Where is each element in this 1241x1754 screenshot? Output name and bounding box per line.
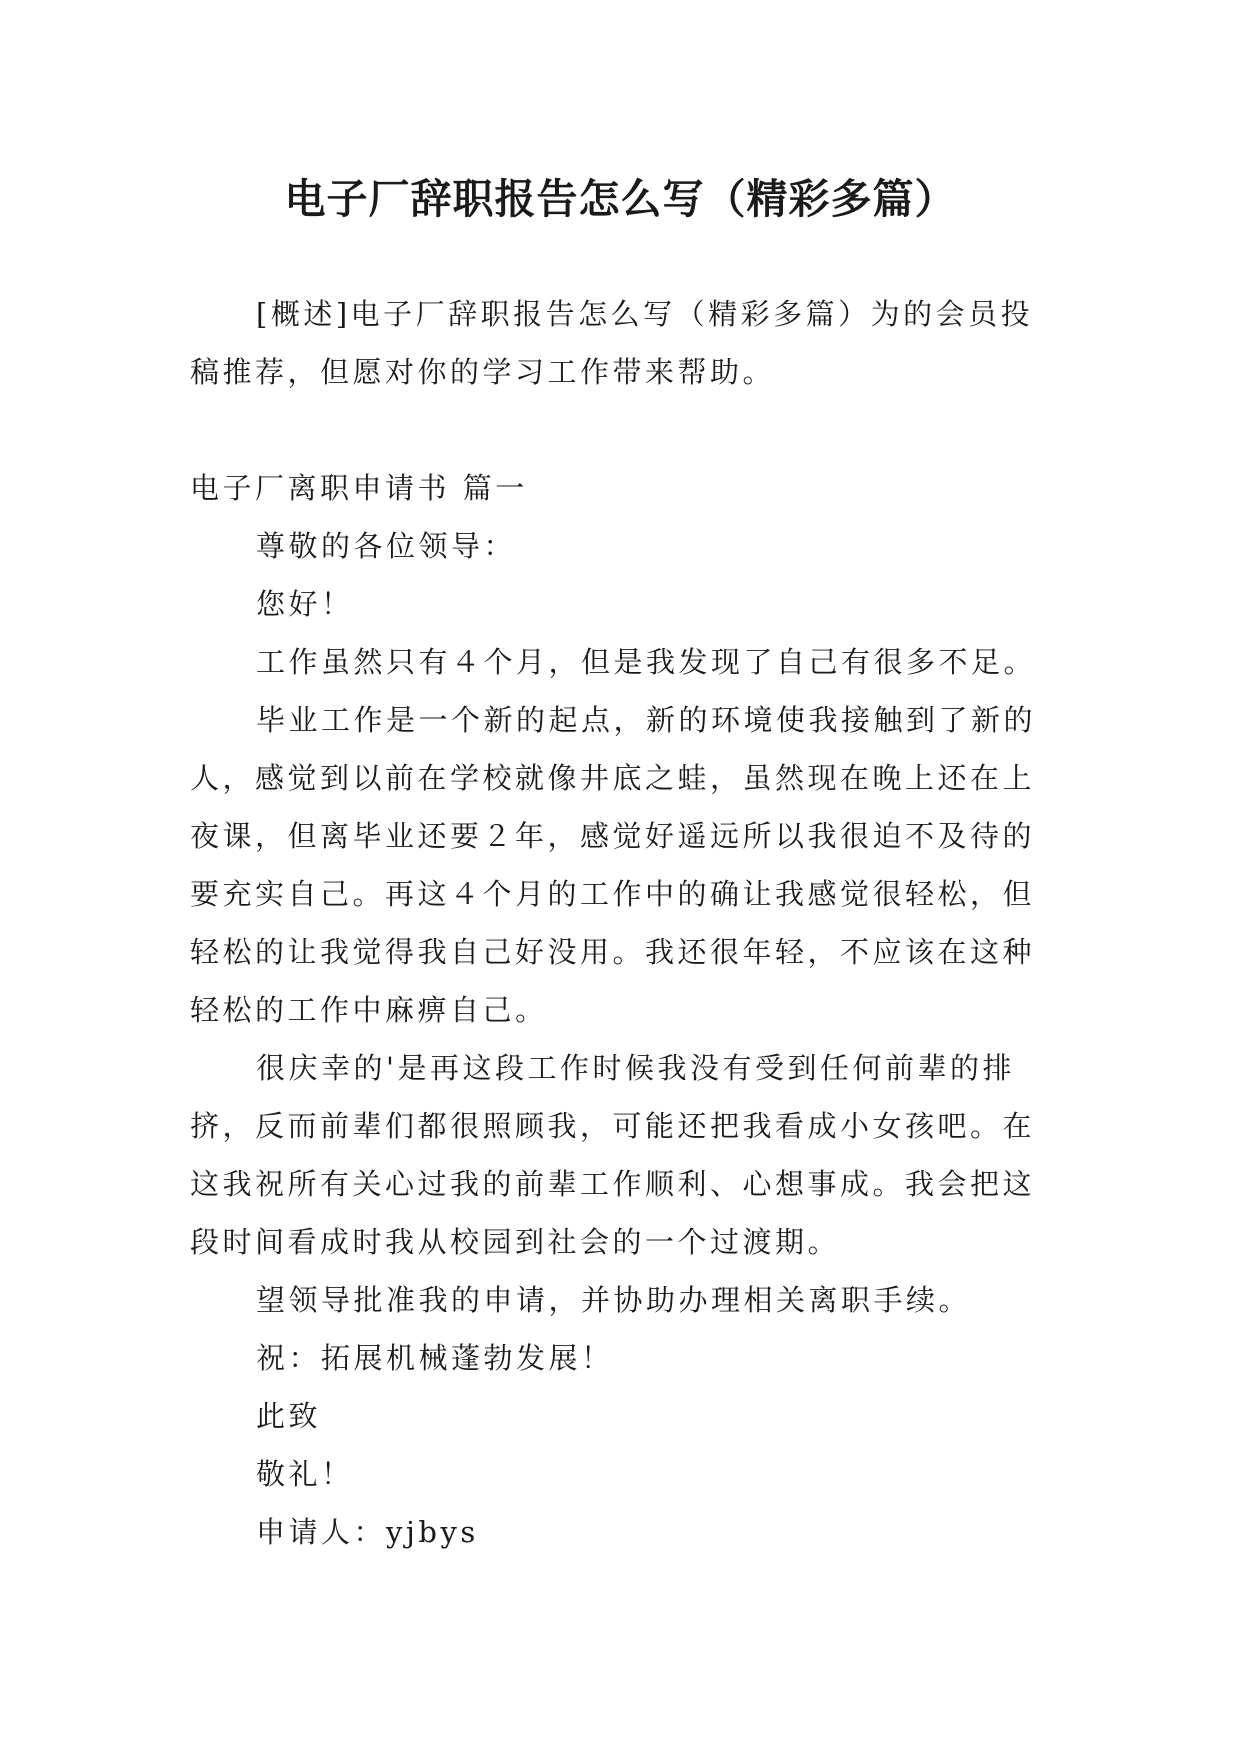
- summary-paragraph: [概述]电子厂辞职报告怎么写（精彩多篇）为的会员投稿推荐，但愿对你的学习工作带来帮助。: [190, 297, 1034, 389]
- greeting: 您好！: [256, 587, 354, 621]
- letter-section: [190, 459, 1058, 1561]
- body-paragraph: 工作虽然只有４个月，但是我发现了自己有很多不足。: [256, 645, 1037, 679]
- body-paragraph: 很庆幸的'是再这段工作时候我没有受到任何前辈的排挤，反而前辈们都很照顾我，可能还把我看成小女孩吧。在这我祝所有关心过我的前辈工作顺利、心想事成。我会把这段时间看成时我从校园到社会的一个过渡期。: [190, 1051, 1036, 1259]
- document-title: 电子厂辞职报告怎么写（精彩多篇）: [284, 175, 957, 224]
- body-paragraph: 毕业工作是一个新的起点，新的环境使我接触到了新的人，感觉到以前在学校就像井底之蛙，虽然现在晚上还在上夜课，但离毕业还要２年，感觉好遥远所以我很迫不及待的要充实自己。再这４个月的工作中的确让我感觉很轻松，但轻松的让我觉得我自己好没用。我还很年轻，不应该在这种轻松的工作中麻痹自己。: [190, 703, 1037, 1027]
- wish-line: 祝：拓展机械蓬勃发展！: [256, 1341, 614, 1375]
- body-paragraph: 望领导批准我的申请，并协助办理相关离职手续。: [256, 1283, 972, 1317]
- section-heading: 电子厂离职申请书 篇一: [190, 471, 528, 505]
- summary-block: [190, 285, 1058, 401]
- closing-regards: 敬礼！: [256, 1457, 354, 1491]
- closing-line: 此致: [256, 1399, 322, 1433]
- salutation: 尊敬的各位领导：: [256, 529, 517, 563]
- applicant-line: 申请人：yjbys: [256, 1515, 479, 1549]
